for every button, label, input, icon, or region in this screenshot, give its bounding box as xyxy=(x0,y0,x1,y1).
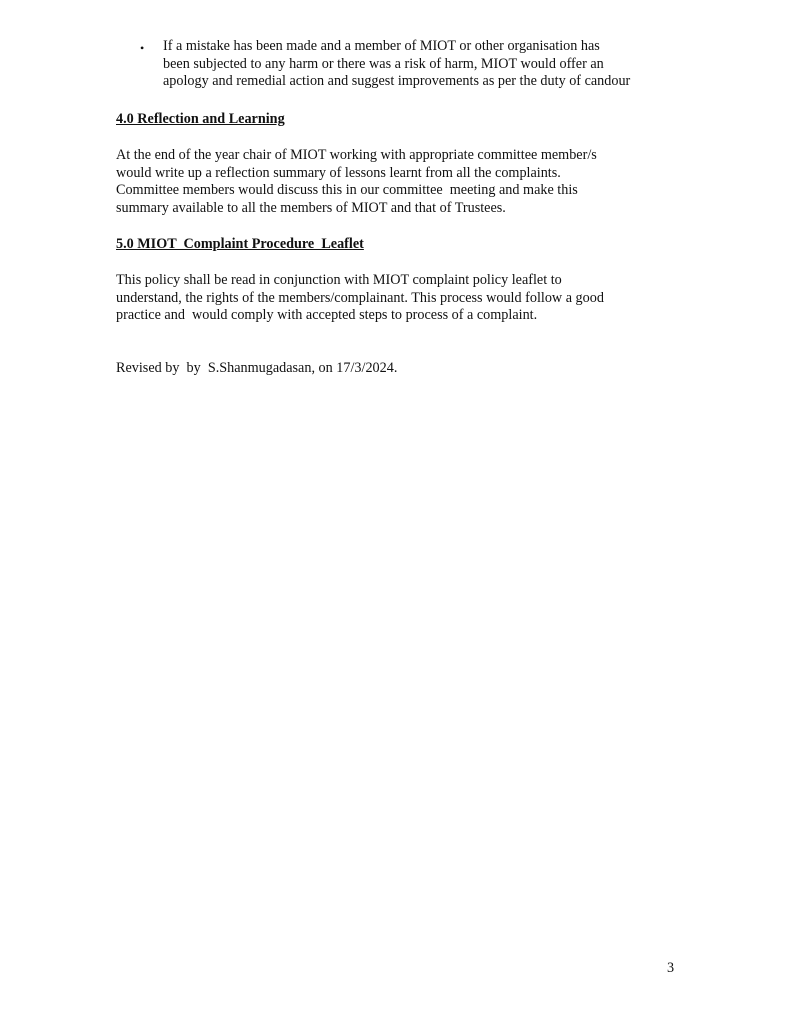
bullet-line: If a mistake has been made and a member of MIOT or other organisation has xyxy=(163,38,600,54)
page-number: 3 xyxy=(667,960,675,976)
section-5-paragraph xyxy=(116,272,696,325)
bullet-item xyxy=(163,38,703,91)
revised-by-text: Revised by by S.Shanmugadasan, on 17/3/2024. xyxy=(116,360,398,376)
bullet-marker: • xyxy=(140,41,145,55)
revision-note xyxy=(116,360,696,378)
section-4-paragraph xyxy=(116,147,696,217)
paragraph-line: summary available to all the members of MIOT and that of Trustees. xyxy=(116,199,506,216)
paragraph-line: practice and would comply with accepted steps to process of a complaint. xyxy=(116,307,538,324)
paragraph-line: understand, the rights of the members/complainant. This process would follow a good xyxy=(116,289,604,306)
bullet-line: been subjected to any harm or there was a risk of harm, MIOT would offer an xyxy=(163,55,604,72)
paragraph-line: would write up a reflection summary of lessons learnt from all the complaints. xyxy=(116,164,561,181)
bullet-line: apology and remedial action and suggest improvements as per the duty of candour xyxy=(163,73,631,90)
paragraph-line: At the end of the year chair of MIOT working with appropriate committee member/s xyxy=(116,147,597,163)
paragraph-line: Committee members would discuss this in our committee meeting and make this xyxy=(116,182,578,199)
section-5-heading: 5.0 MIOT Complaint Procedure Leaflet xyxy=(116,236,364,252)
section-4-heading: 4.0 Reflection and Learning xyxy=(116,111,285,127)
paragraph-line: This policy shall be read in conjunction with MIOT complaint policy leaflet to xyxy=(116,272,562,288)
